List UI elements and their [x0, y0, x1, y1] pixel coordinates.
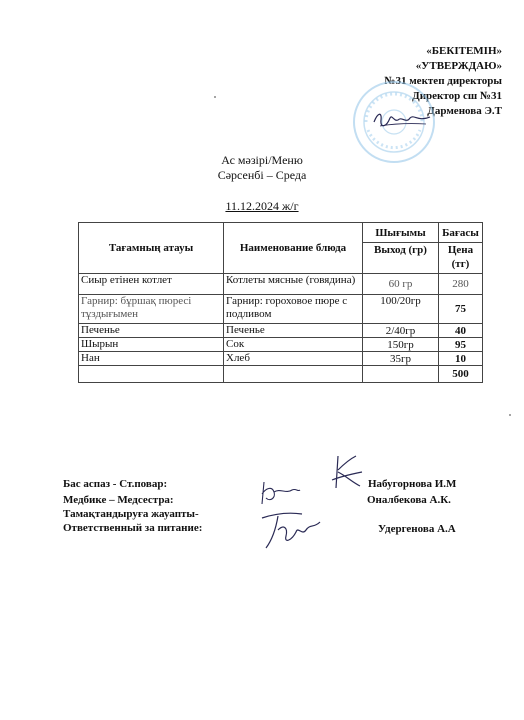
nutrition-label-ru: Ответственный за питание: — [63, 522, 203, 534]
header-output-ru: Выход (гр) — [363, 243, 439, 274]
dish-name-kz: Сиыр етінен котлет — [79, 274, 224, 295]
cook-name: Набугорнова И.М — [368, 478, 457, 490]
header-output-kz: Шығымы — [363, 223, 439, 243]
approval-director-name: Дарменова Э.Т — [427, 105, 502, 117]
dish-output: 150гр — [363, 338, 439, 352]
menu-date: 11.12.2024 ж/г — [225, 199, 299, 213]
dish-output: 100/20гр — [363, 295, 439, 324]
dish-price: 280 — [439, 274, 483, 295]
table-header-row — [79, 223, 483, 243]
total-price: 500 — [439, 366, 483, 383]
table-row — [79, 274, 483, 295]
dish-name-ru: Сок — [224, 338, 363, 352]
header-price-ru: Цена (тг) — [439, 243, 483, 274]
header-price-kz: Бағасы — [439, 223, 483, 243]
dish-price: 75 — [439, 295, 483, 324]
total-empty-kz — [79, 366, 224, 383]
dish-price: 95 — [439, 338, 483, 352]
menu-day: Сәрсенбі – Среда — [217, 168, 307, 182]
nurse-label: Медбике – Медсестра: — [63, 494, 174, 506]
nutrition-label-kz: Тамақтандыруға жауапты- — [63, 508, 199, 520]
approval-school-ru: Директор сш №31 — [412, 90, 502, 102]
dish-name-kz: Гарнир: бұршақ пюресі тұздығымен — [79, 295, 224, 324]
dish-name-kz: Шырын — [79, 338, 224, 352]
approval-line-ru: «УТВЕРЖДАЮ» — [415, 60, 502, 72]
dish-name-ru: Котлеты мясные (говядина) — [224, 274, 363, 295]
nurse-signature-icon — [256, 478, 302, 508]
dish-output: 35гр — [363, 352, 439, 366]
dish-output: 60 гр — [363, 274, 439, 295]
header-name-kz: Тағамның атауы — [79, 223, 224, 274]
dish-name-kz: Печенье — [79, 324, 224, 338]
approval-line-kz: «БЕКІТЕМІН» — [426, 45, 502, 57]
table-row — [79, 295, 483, 324]
dish-name-ru: Гарнир: гороховое пюре с подливом — [224, 295, 363, 324]
dish-name-kz: Нан — [79, 352, 224, 366]
director-signature-icon — [372, 108, 432, 130]
total-empty-ru — [224, 366, 363, 383]
menu-title: Ас мәзірі/Меню — [221, 153, 303, 167]
dish-output: 2/40гр — [363, 324, 439, 338]
table-row — [79, 324, 483, 338]
table-total-row — [79, 366, 483, 383]
table-row — [79, 338, 483, 352]
approval-school-kz: №31 мектеп директоры — [384, 75, 502, 87]
dish-name-ru: Хлеб — [224, 352, 363, 366]
dish-name-ru: Печенье — [224, 324, 363, 338]
scan-speck — [509, 414, 511, 416]
total-empty-output — [363, 366, 439, 383]
dish-price: 40 — [439, 324, 483, 338]
nurse-name: Оналбекова А.К. — [367, 494, 451, 506]
table-row — [79, 352, 483, 366]
cook-label: Бас аспаз - Ст.повар: — [63, 478, 168, 490]
dish-price: 10 — [439, 352, 483, 366]
nutrition-signature-icon — [258, 506, 324, 552]
cook-signature-icon — [328, 452, 364, 492]
header-name-ru: Наименование блюда — [224, 223, 363, 274]
nutrition-name: Удергенова А.А — [378, 523, 456, 535]
menu-table — [78, 222, 483, 383]
scan-speck — [214, 96, 216, 98]
